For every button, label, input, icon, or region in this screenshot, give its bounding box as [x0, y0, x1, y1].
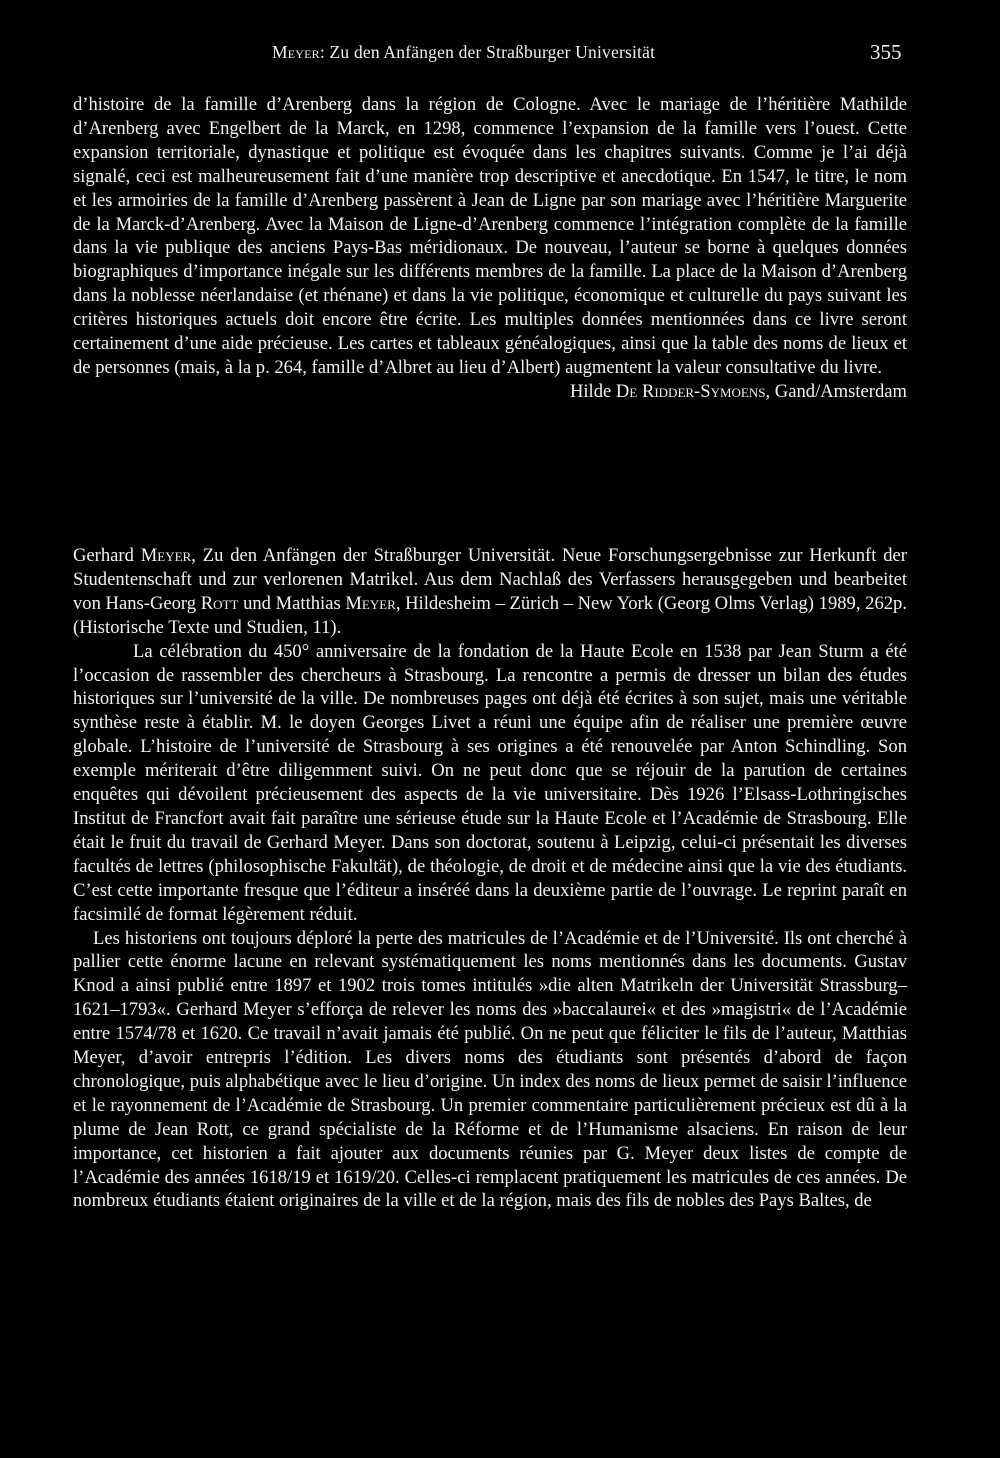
- bib-editor-1: Rott: [200, 592, 239, 614]
- review-paragraph-1: La célébration du 450° anniversaire de la fondation de la Haute Ecole en 1538 par Jean Sturm a été l’occasion de rassembler des chercheurs à Strasbourg. La rencontre a permis de dresser un bilan des études historiques sur l’université de la ville. De nombreuses pages ont déjà été écrites à son sujet, mais une véritable synthèse reste à établir. M. le doyen Georges Livet a réuni une équipe afin de réaliser une première œuvre globale. L’histoire de l’université de Strasbourg à ses origines a été renouvelée par Anton Schindling. Son exemple mériterait d’être diligemment suivi. On ne peut donc que se réjouir de la parution de certaines enquêtes qui dévoilent précieusement des aspects de la vie universitaire. Dès 1926 l’Elsass-Lothringisches Institut de Francfort avait fait paraître une sérieuse étude sur la Haute Ecole et l’Académie de Strasbourg. Elle était le fruit du travail de Gerhard Meyer. Dans son doctorat, soutenu à Leipzig, celui-ci présentait les diverses facultés de lettres (philosophische Fakultät), de théologie, de droit et de médecine ainsi que la vie des étudiants. C’est cette importante fresque que l’éditeur a inséréé dans la deuxième partie de l’ouvrage. Le reprint paraît en facsimilé de format légèrement réduit.: [73, 640, 907, 925]
- page-number: 355: [870, 40, 902, 64]
- running-head: [272, 42, 655, 63]
- running-head-title: : Zu den Anfängen der Straßburger Universität: [319, 42, 656, 62]
- review-meyer: [73, 544, 907, 1213]
- reviewer-first-name: Hilde: [569, 380, 616, 402]
- bib-text-2: und Matthias: [238, 592, 346, 614]
- bib-author: Meyer: [140, 545, 192, 566]
- review-previous-paragraph: d’histoire de la famille d’Arenberg dans la région de Cologne. Avec le mariage de l’héritière Mathilde d’Arenberg avec Engelbert de la Marck, en 1298, commence l’expansion de la famille vers l’ouest. Cette expansion territoriale, dynastique et politique est évoquée dans les chapitres suivants. Comme je l’ai déjà signalé, ceci est malheureusement fait d’une manière trop descriptive et anecdotique. En 1547, le titre, le nom et les armoiries de la famille d’Arenberg passèrent à Jean de Ligne par son mariage avec l’héritière Marguerite de la Marck-d’Arenberg. Avec la Maison de Ligne-d’Arenberg commence l’intégration complète de la famille dans la vie publique des anciens Pays-Bas méridionaux. De nouveau, l’auteur se borne à quelques données biographiques d’importance inégale sur les différents membres de la famille. La place de la Maison d’Arenberg dans la noblesse néerlandaise (et rhénane) et dans la vie politique, économique et culturelle du pays suivant les critères historiques actuels doit encore être écrite. Les multiples données mentionnées dans ce livre seront certainement d’une aide précieuse. Les cartes et tableaux généalogiques, ainsi que la table des noms de lieux et de personnes (mais, à la p. 264, famille d’Albret au lieu d’Albert) augmentent la valeur consultative du livre.: [73, 94, 907, 378]
- bibliographic-entry: [73, 544, 907, 640]
- review-previous: [73, 93, 907, 404]
- reviewer-signature: [73, 380, 907, 404]
- running-head-author: Meyer: [272, 42, 320, 62]
- bib-text-1: , Zu den Anfängen der Straßburger Universität. Neue Forschungsergebnisse zur Herkunft der Studentenschaft und zur verlorenen Matrikel. Aus dem Nachlaß des Verfassers herausgegeben und bearbeitet von Hans-Georg: [73, 545, 907, 614]
- bib-text-3: , Hildesheim – Zürich – New York (Georg Olms Verlag) 1989, 262p. (Historische Texte und Studien, 11).: [73, 592, 907, 638]
- review-paragraph-2: Les historiens ont toujours déploré la perte des matricules de l’Académie et de l’Université. Ils ont cherché à pallier cette énorme lacune en relevant systématiquement les noms mentionnés dans les documents. Gustav Knod a ainsi publié entre 1897 et 1902 trois tomes intitulés »die alten Matrikeln der Universität Strassburg–1621–1793«. Gerhard Meyer s’efforça de relever les noms des »baccalaurei« et des »magistri« de l’Académie entre 1574/78 et 1620. Ce travail n’avait jamais été publié. On ne peut que féliciter le fils de l’auteur, Matthias Meyer, d’avoir entrepris l’édition. Les divers noms des étudiants sont présentés d’abord de façon chronologique, puis alphabétique avec le lieu d’origine. Un index des noms de lieux permet de saisir l’influence et le rayonnement de l’Académie de Strasbourg. Un premier commentaire particulièrement précieux est dû à la plume de Jean Rott, ce grand spécialiste de la Réforme et de l’Humanisme alsaciens. En raison de leur importance, cet historien a fait ajouter aux documents réunies par G. Meyer deux listes de compte de l’Académie des années 1618/19 et 1619/20. Celles-ci remplacent pratiquement les matricules de ces années. De nombreux étudiants étaient originaires de la ville et de la région, mais des fils de nobles des Pays Baltes, de: [73, 927, 907, 1212]
- reviewer-place: , Gand/Amsterdam: [765, 380, 907, 402]
- bib-first-name: Gerhard: [73, 545, 141, 566]
- reviewer-surname: De Ridder-Symoens: [615, 380, 766, 402]
- bib-editor-2: Meyer: [345, 592, 396, 614]
